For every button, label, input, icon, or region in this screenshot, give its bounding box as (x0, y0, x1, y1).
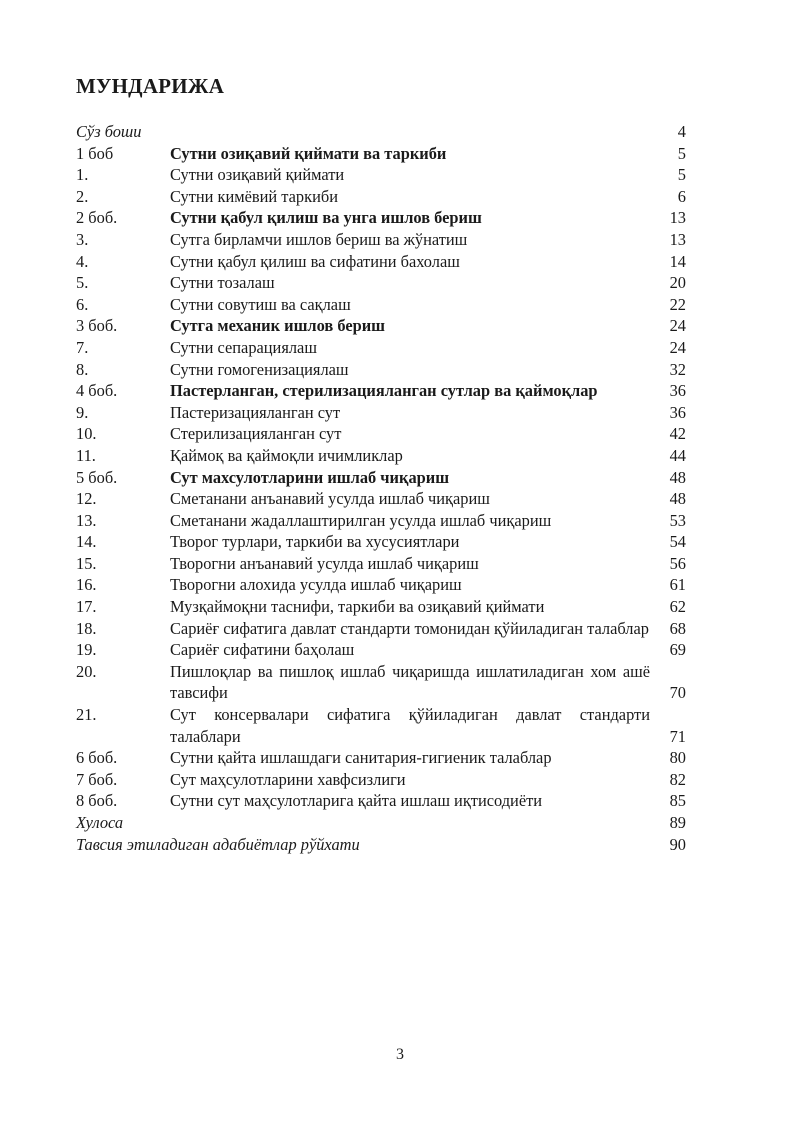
toc-entry-number: 6 боб. (76, 748, 118, 768)
toc-entry-number: 1. (76, 165, 89, 185)
toc-entry-page: 6 (677, 186, 686, 206)
toc-row (76, 704, 686, 747)
toc-entry-page: 36 (669, 381, 686, 401)
toc-row (76, 596, 686, 618)
toc-entry-number: 5. (76, 273, 89, 293)
toc-entry-title: Музқаймоқни таснифи, таркиби ва озиқавий қиймати (170, 597, 545, 617)
toc-row (76, 164, 686, 186)
toc-entry-title: Хулоса (76, 813, 124, 832)
toc-entry-title: Сметанани жадаллаштирилган усулда ишлаб чиқариш (170, 510, 552, 530)
toc-entry-number: 19. (76, 640, 97, 660)
toc-entry-number: 10. (76, 424, 97, 444)
toc-entry-page: 24 (669, 337, 686, 357)
toc-entry-page: 82 (669, 769, 686, 789)
toc-entry-number: 2 боб. (76, 208, 118, 228)
toc-chapter-title: Сут махсулотларини ишлаб чиқариш (170, 467, 450, 487)
toc-entry-title: Творогни алохида усулда ишлаб чиқариш (170, 575, 462, 595)
toc-entry-number: 15. (76, 553, 97, 573)
toc-entry-number: 12. (76, 489, 97, 509)
toc-entry-title: Сутни гомогенизациялаш (170, 359, 349, 379)
page-title: МУНДАРИЖА (76, 74, 225, 98)
toc-chapter-title: Сутни қабул қилиш ва унга ишлов бериш (170, 208, 482, 228)
toc-entry-title: Сметанани анъанавий усулда ишлаб чиқариш (170, 489, 490, 509)
toc-entry-page: 68 (669, 618, 686, 638)
toc-entry-page: 4 (677, 122, 686, 141)
toc-row (76, 769, 686, 791)
toc-row (76, 121, 686, 143)
toc-row (76, 661, 686, 704)
toc-entry-number: 5 боб. (76, 467, 118, 487)
toc-entry-number: 3 боб. (76, 316, 118, 336)
toc-entry-page: 71 (669, 726, 686, 746)
toc-chapter-title: Сутга механик ишлов бериш (170, 316, 385, 336)
toc-entry-number: 17. (76, 597, 97, 617)
toc-row (76, 229, 686, 251)
toc-entry-number: 8. (76, 359, 89, 379)
toc-entry-title: Творогни анъанавий усулда ишлаб чиқариш (170, 553, 479, 573)
toc-row (76, 618, 686, 640)
toc-entry-title: Сутга бирламчи ишлов бериш ва жўнатиш (170, 229, 468, 249)
toc-entry-number: 8 боб. (76, 791, 118, 811)
toc-entry-title: Сариёғ сифатига давлат стандарти томонидан қўйиладиган талаблар (170, 618, 649, 638)
toc-row (76, 488, 686, 510)
toc-entry-title: Сариёғ сифатини баҳолаш (170, 640, 355, 660)
toc-entry-number: 18. (76, 618, 97, 638)
toc-entry-title: Сутни кимёвий таркиби (170, 186, 338, 206)
toc-row (76, 207, 686, 229)
toc-entry-title: Сутни қайта ишлашдаги санитария-гигиеник талаблар (170, 748, 552, 768)
toc-entry-number: 2. (76, 186, 89, 206)
toc-row (76, 402, 686, 424)
toc-row (76, 272, 686, 294)
toc-entry-number: 20. (76, 661, 97, 681)
table-of-contents (76, 121, 686, 855)
toc-entry-page: 5 (677, 143, 686, 163)
toc-row (76, 380, 686, 402)
toc-row (76, 639, 686, 661)
toc-entry-page: 62 (669, 597, 686, 617)
toc-entry-number: 1 боб (76, 143, 114, 163)
toc-entry-title: Қаймоқ ва қаймоқли ичимликлар (170, 445, 403, 465)
toc-entry-page: 24 (669, 316, 686, 336)
toc-entry-page: 42 (669, 424, 686, 444)
toc-row (76, 790, 686, 812)
toc-entry-title: Пастеризацияланган сут (170, 402, 341, 422)
toc-entry-page: 14 (669, 251, 686, 271)
toc-entry-number: 21. (76, 705, 97, 725)
toc-row (76, 812, 686, 834)
toc-row (76, 337, 686, 359)
toc-entry-number: 7 боб. (76, 769, 118, 789)
toc-row (76, 294, 686, 316)
toc-entry-title: Сўз боши (76, 122, 142, 141)
toc-entry-page: 90 (669, 834, 686, 854)
toc-row (76, 510, 686, 532)
toc-entry-page: 53 (669, 510, 686, 530)
toc-entry-title: Творог турлари, таркиби ва хусусиятлари (170, 532, 460, 552)
toc-entry-page: 85 (669, 791, 686, 811)
toc-entry-page: 32 (669, 359, 686, 379)
toc-row (76, 315, 686, 337)
toc-entry-page: 13 (669, 208, 686, 228)
toc-entry-title: Сутни тозалаш (170, 273, 275, 293)
toc-entry-title: Сут консервалари сифатига қўйиладиган давлат стандарти талаблари (170, 705, 650, 746)
toc-entry-number: 14. (76, 532, 97, 552)
toc-row (76, 251, 686, 273)
toc-entry-title: Сутни сут маҳсулотларига қайта ишлаш иқтисодиёти (170, 791, 543, 811)
toc-row (76, 423, 686, 445)
toc-entry-page: 22 (669, 294, 686, 314)
toc-entry-title: Сутни қабул қилиш ва сифатини бахолаш (170, 251, 460, 271)
toc-entry-page: 70 (669, 683, 686, 703)
toc-entry-page: 48 (669, 467, 686, 487)
toc-entry-page: 80 (669, 748, 686, 768)
toc-row (76, 143, 686, 165)
toc-row (76, 747, 686, 769)
toc-entry-title: Тавсия этиладиган адабиётлар рўйхати (76, 834, 360, 854)
toc-row (76, 553, 686, 575)
toc-entry-number: 9. (76, 402, 89, 422)
toc-row (76, 467, 686, 489)
toc-entry-number: 11. (76, 445, 96, 465)
toc-row (76, 445, 686, 467)
toc-entry-page: 69 (669, 640, 686, 660)
toc-entry-title: Сутни совутиш ва сақлаш (170, 294, 351, 314)
toc-row (76, 359, 686, 381)
toc-chapter-title: Пастерланган, стерилизацияланган сутлар ва қаймоқлар (170, 381, 598, 401)
toc-entry-page: 44 (669, 445, 686, 465)
toc-entry-page: 61 (669, 575, 686, 595)
toc-entry-page: 48 (669, 489, 686, 509)
toc-entry-number: 7. (76, 337, 89, 357)
toc-entry-number: 6. (76, 294, 89, 314)
toc-entry-page: 13 (669, 229, 686, 249)
toc-entry-title: Сутни сепарациялаш (170, 337, 317, 357)
toc-entry-number: 16. (76, 575, 97, 595)
toc-entry-page: 5 (677, 165, 686, 185)
toc-row (76, 574, 686, 596)
toc-chapter-title: Сутни озиқавий қиймати ва таркиби (170, 143, 447, 163)
toc-entry-number: 4 боб. (76, 381, 118, 401)
toc-entry-page: 54 (669, 532, 686, 552)
page-number: 3 (396, 1046, 404, 1063)
toc-entry-title: Стерилизацияланган сут (170, 424, 342, 444)
toc-entry-page: 89 (669, 813, 686, 832)
toc-entry-number: 13. (76, 510, 97, 530)
toc-row (76, 186, 686, 208)
toc-row (76, 531, 686, 553)
toc-entry-title: Сутни озиқавий қиймати (170, 165, 345, 185)
toc-row (76, 834, 686, 856)
toc-entry-number: 3. (76, 229, 89, 249)
toc-entry-page: 56 (669, 553, 686, 573)
toc-entry-title: Пишлоқлар ва пишлоқ ишлаб чиқаришда ишлатиладиган хом ашё тавсифи (170, 661, 650, 703)
toc-entry-title: Сут маҳсулотларини хавфсизлиги (170, 769, 406, 789)
toc-entry-page: 20 (669, 273, 686, 293)
toc-entry-page: 36 (669, 402, 686, 422)
toc-entry-number: 4. (76, 251, 89, 271)
